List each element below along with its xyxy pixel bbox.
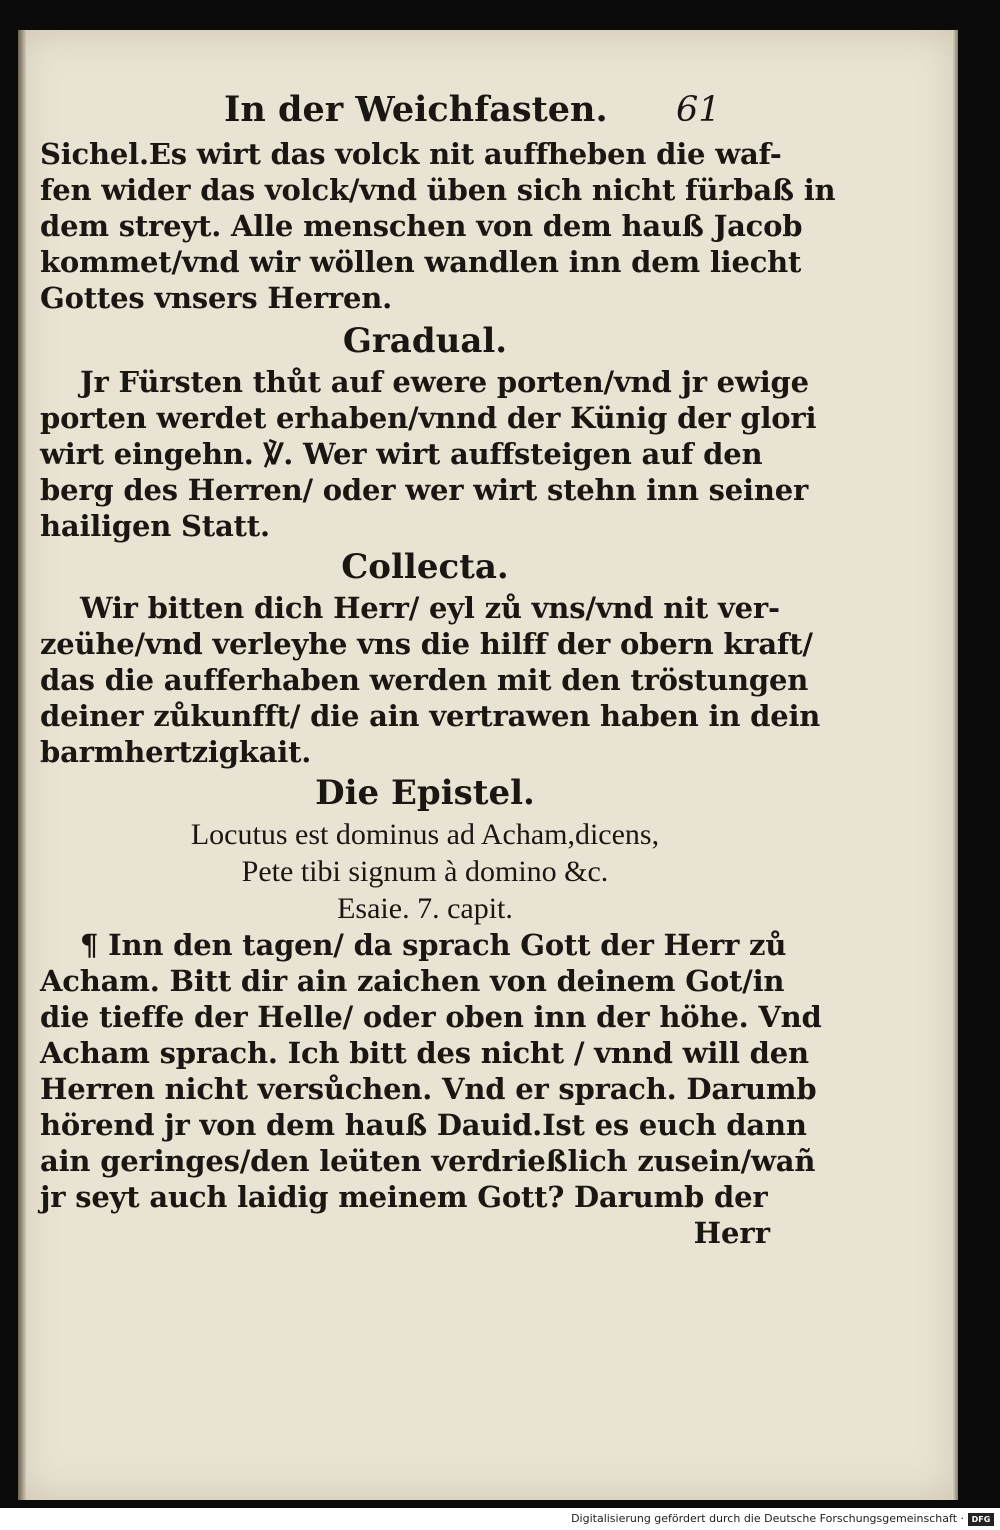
epistel-latin-incipit	[40, 816, 770, 927]
epistel-paragraph	[40, 927, 822, 1215]
text-line: hörend jr von dem hauß Dauid.Ist es euch dann	[40, 1108, 807, 1142]
text-line: Sichel.Es wirt das volck nit auffheben die waf-	[40, 137, 782, 171]
catchword: Herr	[693, 1216, 770, 1250]
text-line: Herren nicht versůchen. Vnd er sprach. Darumb	[40, 1072, 817, 1106]
text-line: wirt eingehn. ℣. Wer wirt auffsteigen auf den	[40, 437, 763, 471]
text-line: kommet/vnd wir wöllen wandlen inn dem liecht	[40, 245, 802, 279]
text-line: Wir bitten dich Herr/ eyl zů vns/vnd nit ver-	[80, 591, 780, 625]
text-line: porten werdet erhaben/vnnd der Künig der glori	[40, 401, 817, 435]
text-line: zeühe/vnd verleyhe vns die hilff der obern kraft/	[40, 627, 813, 661]
gradual-heading: Gradual.	[342, 321, 508, 361]
text-line: die tieffe der Helle/ oder oben inn der höhe. Vnd	[40, 1000, 822, 1034]
running-head	[40, 84, 770, 136]
text-line: Acham. Bitt dir ain zaichen von deinem Got/in	[40, 964, 785, 998]
latin-line: Locutus est dominus ad Acham,dicens,	[190, 818, 660, 851]
collecta-paragraph	[40, 590, 821, 770]
epistel-heading: Die Epistel.	[315, 773, 535, 813]
digitization-footer	[0, 1508, 1000, 1530]
text-line: Acham sprach. Ich bitt des nicht / vnnd will den	[40, 1036, 809, 1070]
text-line: dem streyt. Alle menschen von dem hauß Jacob	[40, 209, 803, 243]
text-line: ain geringes/den leüten verdrießlich zusein/wañ	[40, 1144, 816, 1178]
text-line: deiner zůkunfft/ die ain vertrawen haben in dein	[40, 699, 821, 733]
page-number: 61	[676, 90, 721, 130]
book-page	[18, 30, 958, 1500]
text-line: fen wider das volck/vnd üben sich nicht fürbaß in	[40, 173, 836, 207]
text-line: hailigen Statt.	[40, 509, 270, 543]
funding-credit: Digitalisierung gefördert durch die Deutsche Forschungsgemeinschaft ·	[571, 1512, 964, 1525]
collecta-heading: Collecta.	[341, 547, 509, 587]
text-line: berg des Herren/ oder wer wirt stehn inn seiner	[40, 473, 809, 507]
page-edge-shadow	[952, 30, 958, 1500]
text-line: Gottes vnsers Herren.	[40, 281, 393, 315]
text-line: ¶ Inn den tagen/ da sprach Gott der Herr zů	[80, 928, 787, 962]
gradual-paragraph	[40, 364, 817, 544]
dfg-logo: DFG	[968, 1513, 994, 1526]
text-line: Jr Fürsten thůt auf ewere porten/vnd jr ewige	[80, 365, 809, 399]
text-line: barmhertzigkait.	[40, 735, 312, 769]
page-text-block	[40, 84, 836, 1251]
running-title: In der Weichfasten.	[224, 89, 608, 130]
page-gutter-shadow	[18, 30, 26, 1500]
text-line: jr seyt auch laidig meinem Gott? Darumb der	[40, 1180, 768, 1214]
latin-line: Pete tibi signum à domino &c.	[241, 855, 609, 888]
intro-paragraph	[40, 136, 836, 316]
text-line: das die aufferhaben werden mit den tröstungen	[40, 663, 809, 697]
latin-line: Esaie. 7. capit.	[337, 892, 513, 925]
